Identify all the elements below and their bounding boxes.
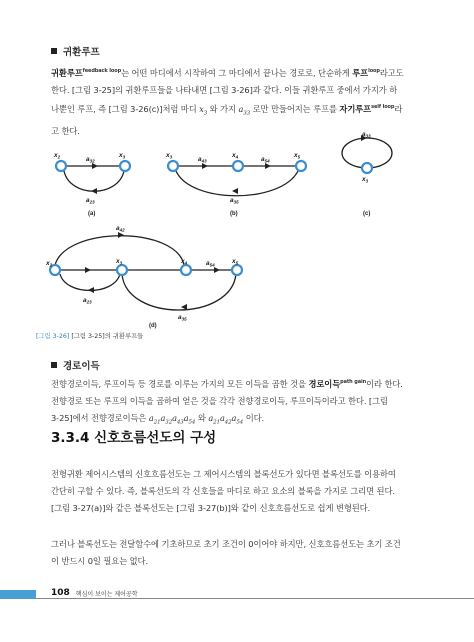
text-line: 한다. [그림 3-25]의 귀환루프들을 나타내면 [그림 3-26]과 같다. 이들 귀환루프 중에서 가지가 하 (51, 85, 398, 95)
label-x4: $x_4$ (181, 258, 188, 266)
label-a33: $a_{33}$ (362, 131, 371, 139)
paragraph-feedback-loop (51, 63, 419, 140)
figure-3-26 (36, 131, 436, 335)
sublabel-c: (c) (363, 211, 371, 217)
node-x3 (168, 161, 178, 171)
text-line: 전향경로이득, 루프이득 등 경로를 이루는 가지의 모든 이득을 곱한 것을 경로이득$^{path gain}$이라 한다. (51, 379, 403, 389)
graph-a (56, 161, 130, 194)
text-line: [그림 3-27(a)]와 같은 블록선도는 [그림 3-27(b)]와 같이 신호흐름선도로 쉽게 변형된다. (51, 503, 371, 513)
label-x3: $x_3$ (119, 152, 126, 160)
text-line: 이 반드시 0일 필요는 없다. (51, 556, 149, 566)
text-line: 간단히 구할 수 있다. 즉, 블록선도의 각 신호들을 마디로 하고 요소의 블록을 가지로 그리면 된다. (51, 486, 395, 496)
text-line: 전향경로 또는 루프의 이득을 곱하여 얻은 것을 각각 전향경로이득, 루프이득이라고 한다. [그림 (51, 396, 388, 406)
label-a32: $a_{32}$ (86, 156, 95, 164)
label-a54: $a_{54}$ (206, 260, 215, 268)
figure-caption: [그림 3-26] [그림 3-25]의 귀환루프들 (36, 333, 144, 340)
node-x4 (181, 265, 191, 275)
paragraph-initial-condition (51, 536, 419, 570)
node-x3 (120, 161, 130, 171)
section-title: 3.3.4 신호흐름선도의 구성 (51, 430, 217, 446)
text-line: 그러나 블록선도는 전달함수에 기초하므로 초기 조건이 0이어야 하지만, 신호흐름선도는 초기 조건 (51, 539, 401, 549)
sublabel-b: (b) (230, 211, 238, 217)
label-x2: $x_2$ (46, 260, 53, 268)
label-x2: $x_2$ (54, 152, 61, 160)
label-a23: $a_{23}$ (86, 197, 95, 205)
text-line: 고 한다. (51, 125, 80, 136)
label-x5: $x_5$ (294, 152, 301, 160)
label-a35: $a_{35}$ (178, 314, 187, 322)
footer-rule (0, 598, 474, 599)
page-footer (51, 588, 138, 598)
section-heading-feedback-loop: 귀환루프 (51, 44, 100, 58)
label-a54: $a_{54}$ (261, 156, 270, 164)
label-x4: $x_4$ (232, 152, 239, 160)
paragraph-path-gain (51, 374, 419, 432)
footer-accent-bar (0, 590, 36, 599)
text-line: 귀환루프$^{feedback loop}$는 어떤 마디에서 시작하여 그 마디에서 끝나는 경로로, 단순하게 루프$^{loop}$라고도 (51, 68, 404, 78)
text-line: 나뿐인 루프, 즉 [그림 3-26(c)]처럼 마디 $x_3$ 와 가지 $a_{33}$ 로만 만들어지는 루프를 자기루프$^{self loop}$라 (51, 104, 403, 117)
bullet-square-icon (51, 48, 57, 54)
text-line: 3-25]에서 전향경로이득은 $a_{21}a_{32}a_{43}a_{54}$ 와 $a_{21}a_{42}a_{54}$ 이다. (51, 413, 265, 426)
bullet-square-icon (51, 362, 57, 368)
label-a23: $a_{23}$ (83, 297, 92, 305)
page-number: 108 (51, 588, 70, 598)
graph-c (342, 135, 392, 173)
text-line: 전형귀환 제어시스템의 신호흐름선도는 그 제어시스템의 블록선도가 있다면 블록선도를 이용하여 (51, 469, 396, 479)
sublabel-d: (d) (149, 323, 157, 329)
signal-flow-graphs (36, 131, 436, 331)
label-x3: $x_3$ (362, 176, 369, 184)
node-x2 (56, 161, 66, 171)
node-x3 (362, 163, 372, 173)
paragraph-construction (51, 466, 419, 517)
graph-b (168, 161, 306, 196)
book-title: 핵심이 보이는 제어공학 (75, 590, 138, 598)
node-x3 (117, 265, 127, 275)
label-x5: $x_5$ (232, 258, 239, 266)
node-x5 (296, 161, 306, 171)
label-a35: $a_{35}$ (230, 197, 239, 205)
label-x3: $x_3$ (116, 258, 123, 266)
label-a42: $a_{42}$ (116, 225, 125, 233)
node-x5 (232, 265, 242, 275)
graph-d (50, 232, 242, 310)
section-heading-path-gain: 경로이득 (51, 358, 100, 372)
sublabel-a: (a) (88, 211, 96, 217)
label-x3: $x_3$ (166, 152, 173, 160)
node-x4 (233, 161, 243, 171)
label-a43: $a_{43}$ (198, 156, 207, 164)
